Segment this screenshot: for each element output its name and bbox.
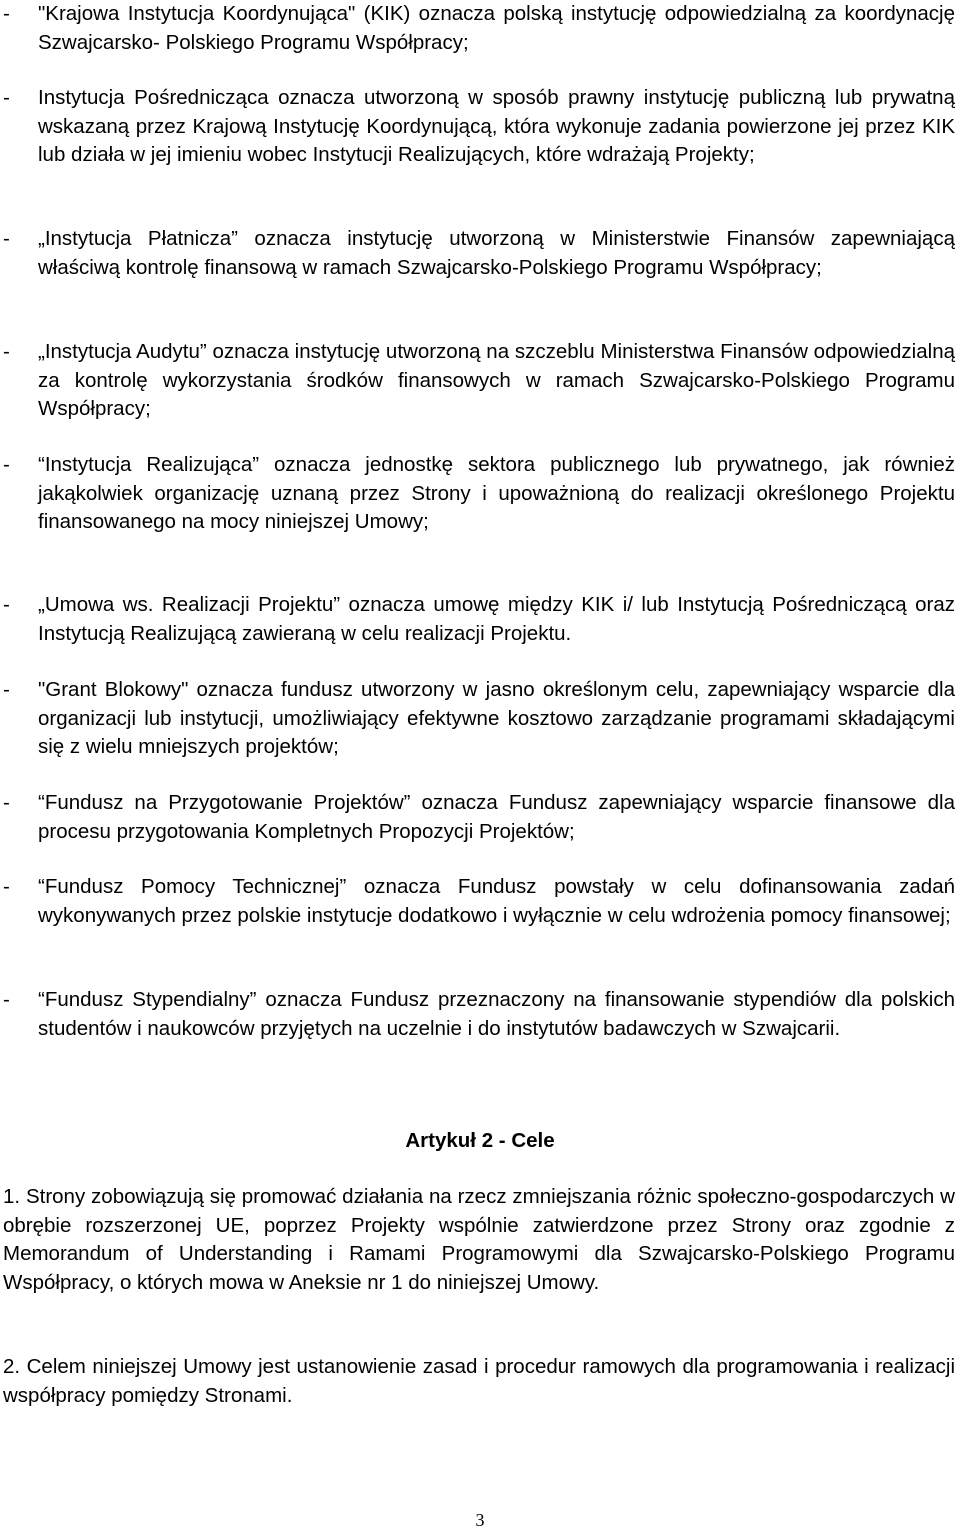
definition-text: „Instytucja Płatnicza” oznacza instytucję utworzoną w Ministerstwie Finansów zapewniającą właściwą kontrolę finansową w ramach Szwajcarsko-Polskiego Programu Współpracy; [38,227,955,279]
list-dash: - [3,2,10,25]
definition-text: Instytucja Pośrednicząca oznacza utworzoną w sposób prawny instytucję publiczną lub prywatną wskazaną przez Krajową Instytucję Koordynującą, która wykonuje zadania powierzone jej przez KIK lub działa w jej imieniu wobec Instytucji Realizujących, które wdrażają Projekty; [38,86,955,166]
definition-text: “Fundusz Stypendialny” oznacza Fundusz przeznaczony na finansowanie stypendiów dla polskich studentów i naukowców przyjętych na uczelnie i do instytutów badawczych w Szwajcarii. [38,988,955,1040]
article-paragraph: 2. Celem niniejszej Umowy jest ustanowienie zasad i procedur ramowych dla programowania i realizacji współpracy pomiędzy Stronami. [3,1355,955,1407]
list-dash: - [3,453,10,476]
definition-text: “Fundusz Pomocy Technicznej” oznacza Fundusz powstały w celu dofinansowania zadań wykonywanych przez polskie instytucje dodatkowo i wyłącznie w celu wdrożenia pomocy finansowej; [38,875,955,927]
definition-text: “Fundusz na Przygotowanie Projektów” oznacza Fundusz zapewniający wsparcie finansowe dla procesu przygotowania Kompletnych Propozycji Projektów; [38,791,955,843]
definition-text: “Instytucja Realizująca” oznacza jednostkę sektora publicznego lub prywatnego, jak również jakąkolwiek organizację uznaną przez Strony i upoważnioną do realizacji określonego Projektu finansowanego na mocy niniejszej Umowy; [38,453,955,533]
list-dash: - [3,678,10,701]
list-dash: - [3,875,10,898]
definition-text: „Umowa ws. Realizacji Projektu” oznacza umowę między KIK i/ lub Instytucją Pośredniczącą oraz Instytucją Realizującą zawieraną w celu realizacji Projektu. [38,593,955,645]
article-heading: Artykuł 2 - Cele [405,1129,555,1152]
definition-text: "Krajowa Instytucja Koordynująca" (KIK) oznacza polską instytucję odpowiedzialną za koordynację Szwajcarsko- Polskiego Programu Współpracy; [38,2,955,54]
list-dash: - [3,988,10,1011]
list-dash: - [3,593,10,616]
article-paragraph: 1. Strony zobowiązują się promować działania na rzecz zmniejszania różnic społeczno-gospodarczych w obrębie rozszerzonej UE, poprzez Projekty wspólnie zatwierdzone przez Strony oraz zgodnie z Memorandum of Understanding i Ramami Programowymi dla Szwajcarsko-Polskiego Programu Współpracy, o których mowa w Aneksie nr 1 do niniejszej Umowy. [3,1185,955,1294]
definition-text: „Instytucja Audytu” oznacza instytucję utworzoną na szczeblu Ministerstwa Finansów odpowiedzialną za kontrolę wykorzystania środków finansowych w ramach Szwajcarsko-Polskiego Programu Współpracy; [38,340,955,420]
list-dash: - [3,340,10,363]
definition-text: "Grant Blokowy" oznacza fundusz utworzony w jasno określonym celu, zapewniający wsparcie dla organizacji lub instytucji, umożliwiający efektywne kosztowo zarządzanie programami składającymi się z wielu mniejszych projektów; [38,678,955,758]
page-number: 3 [475,1510,485,1530]
list-dash: - [3,86,10,109]
list-dash: - [3,227,10,250]
list-dash: - [3,791,10,814]
